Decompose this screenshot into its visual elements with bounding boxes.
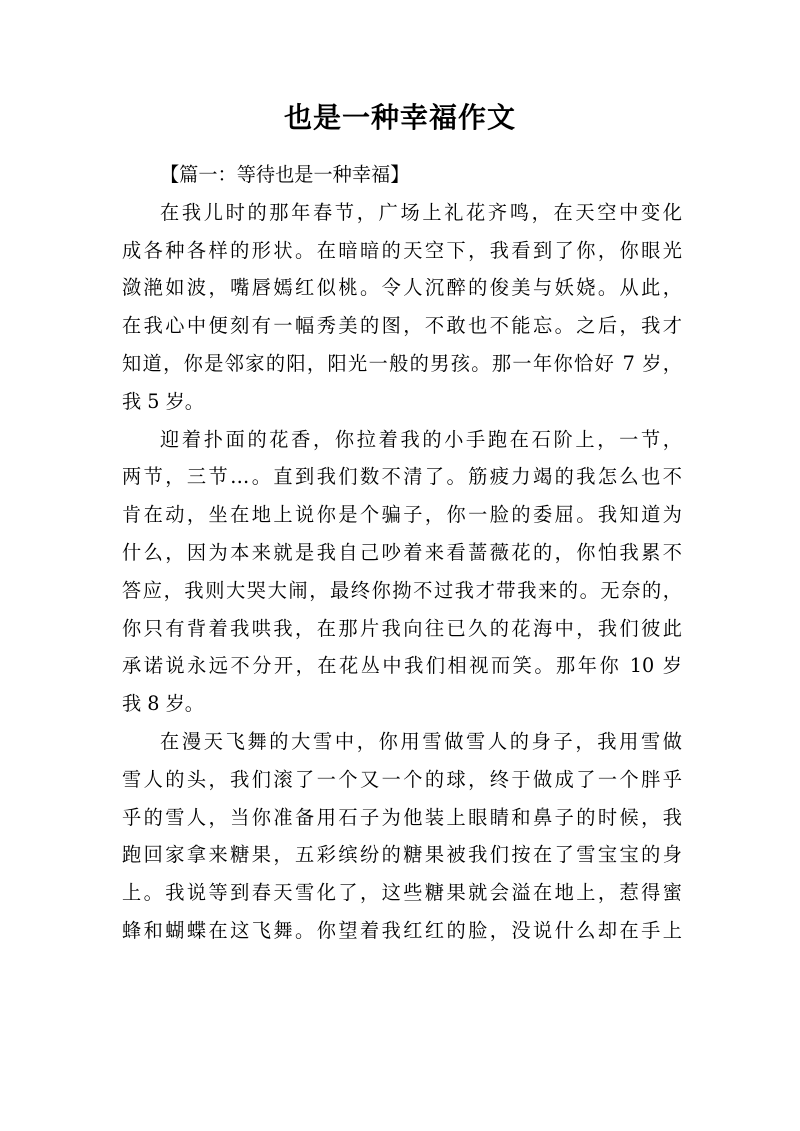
paragraph-3: [122, 723, 682, 950]
text-line: 跑回家拿来糖果，五彩缤纷的糖果被我们按在了雪宝宝的身: [122, 843, 682, 867]
text-line: 乎的雪人，当你准备用石子为他装上眼睛和鼻子的时候，我: [122, 805, 682, 829]
text-line: 肯在动，坐在地上说你是个骗子，你一脸的委屈。我知道为: [122, 503, 682, 527]
page-title: 也是一种幸福作文: [283, 101, 516, 134]
paragraph-2: [122, 421, 682, 723]
text-line: 两节，三节…。直到我们数不清了。筋疲力竭的我怎么也不: [122, 465, 682, 489]
text-line: 知道，你是邻家的阳，阳光一般的男孩。那一年你恰好 7 岁，: [122, 351, 682, 375]
text-line: 我 8 岁。: [122, 692, 204, 716]
text-line: 答应，我则大哭大闹，最终你拗不过我才带我来的。无奈的，: [122, 578, 682, 602]
text-line: 在漫天飞舞的大雪中，你用雪做雪人的身子，我用雪做: [160, 729, 682, 753]
text-line: 潋滟如波，嘴唇嫣红似桃。令人沉醉的俊美与妖娆。从此，: [122, 276, 682, 300]
text-line: 成各种各样的形状。在暗暗的天空下，我看到了你，你眼光: [122, 238, 682, 262]
text-line: 什么，因为本来就是我自己吵着来看蔷薇花的，你怕我累不: [122, 540, 682, 564]
paragraph-1: [122, 194, 682, 421]
text-line: 上。我说等到春天雪化了，这些糖果就会溢在地上，惹得蜜: [122, 881, 682, 905]
text-line: 承诺说永远不分开，在花丛中我们相视而笑。那年你 10 岁: [122, 654, 682, 678]
text-line: 在我心中便刻有一幅秀美的图，不敢也不能忘。之后，我才: [122, 314, 682, 338]
section-heading: 【篇一：等待也是一种幸福】: [160, 163, 410, 186]
text-line: 迎着扑面的花香，你拉着我的小手跑在石阶上，一节，: [160, 427, 682, 451]
article-body: [122, 156, 682, 950]
text-line: 蜂和蝴蝶在这飞舞。你望着我红红的脸，没说什么却在手上: [122, 918, 682, 942]
text-line: 在我儿时的那年春节，广场上礼花齐鸣，在天空中变化: [160, 200, 682, 224]
text-line: 雪人的头，我们滚了一个又一个的球，终于做成了一个胖乎: [122, 767, 682, 791]
text-line: 我 5 岁。: [122, 389, 204, 413]
text-line: 你只有背着我哄我，在那片我向往已久的花海中，我们彼此: [122, 616, 682, 640]
